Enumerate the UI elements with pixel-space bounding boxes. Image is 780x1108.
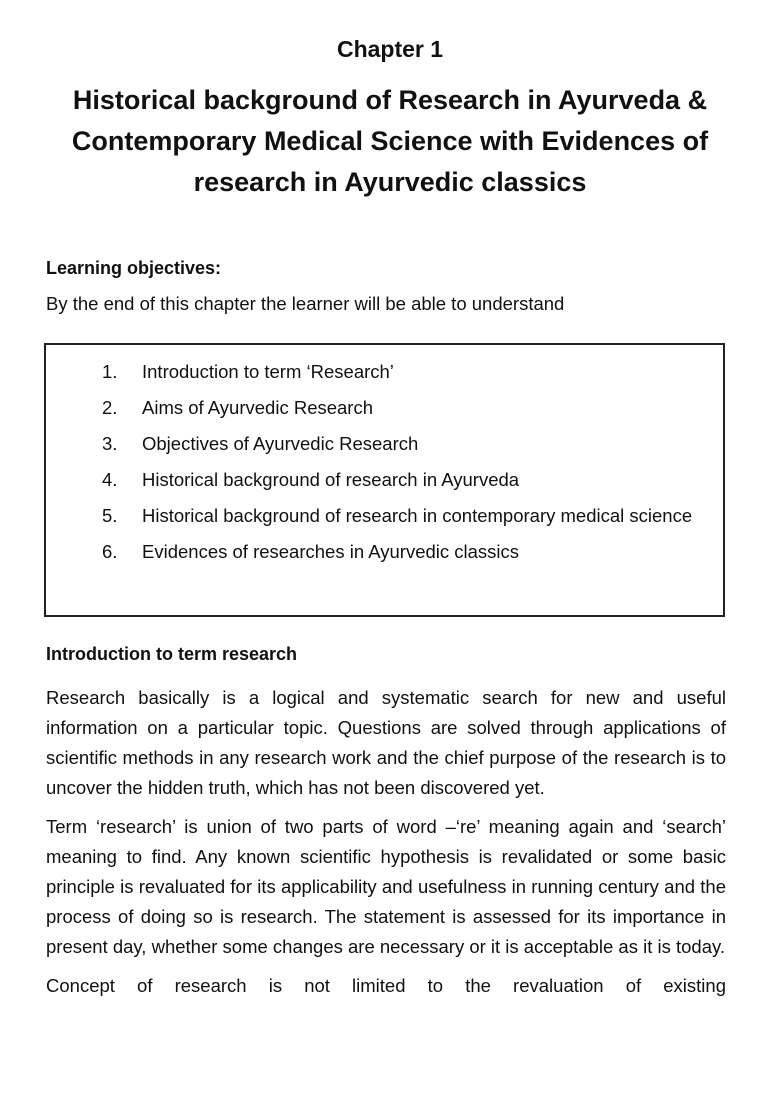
item-text: Introduction to term ‘Research’ (142, 361, 394, 382)
list-item (102, 429, 709, 459)
item-text: Historical background of research in Ayurveda (142, 469, 520, 490)
paragraph: Concept of research is not limited to the revaluation of existing (46, 975, 726, 996)
paragraph: Term ‘research’ is union of two parts of word –‘re’ meaning again and ‘search’ meaning to find. Any known scientific hypothesis is revalidated or some basic principle is revaluated for its applicability and usefulness in running century and the process of doing so is research. The statement is assessed for its importance in present day, whether some changes are necessary or it is acceptable as it is today. (46, 816, 726, 957)
list-item (102, 357, 709, 387)
item-text: Objectives of Ayurvedic Research (142, 433, 419, 454)
section-heading: Introduction to term research (46, 644, 298, 664)
learning-objectives-heading: Learning objectives: (46, 258, 222, 278)
item-text: Evidences of researches in Ayurvedic classics (142, 541, 520, 562)
item-number: 3. (102, 433, 118, 454)
item-number: 1. (102, 361, 118, 382)
item-text: Historical background of research in contemporary medical science (142, 505, 693, 526)
item-number: 2. (102, 397, 118, 418)
item-text: Aims of Ayurvedic Research (142, 397, 374, 418)
chapter-title: Historical background of Research in Ayurveda & Contemporary Medical Science with Evidences of research in Ayurvedic classics (71, 85, 709, 197)
item-number: 6. (102, 541, 118, 562)
objectives-box (44, 343, 725, 617)
item-number: 4. (102, 469, 118, 490)
list-item (102, 393, 709, 423)
learning-objectives-intro: By the end of this chapter the learner will be able to understand (46, 293, 565, 314)
objectives-list (102, 357, 709, 573)
chapter-label: Chapter 1 (336, 36, 444, 62)
list-item (102, 465, 709, 495)
list-item (102, 537, 709, 567)
item-number: 5. (102, 505, 118, 526)
paragraph: Research basically is a logical and systematic search for new and useful information on a particular topic. Questions are solved through applications of scientific methods in any research work and the chief purpose of the research is to uncover the hidden truth, which has not been discovered yet. (46, 687, 726, 798)
section-body (46, 683, 726, 1010)
list-item (102, 501, 709, 531)
